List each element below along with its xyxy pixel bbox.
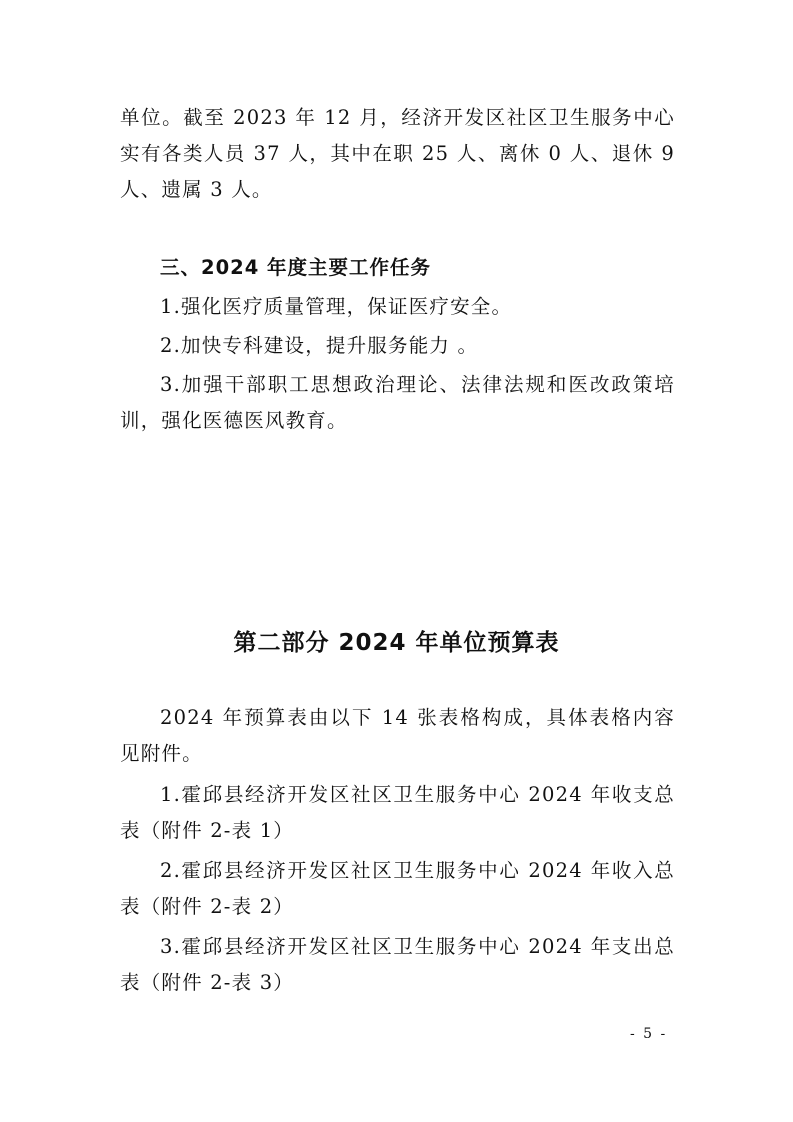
task-item-2: 2.加快专科建设，提升服务能力 。 xyxy=(160,334,479,357)
page-number: - 5 - xyxy=(630,1026,668,1042)
budget-intro-paragraph: 2024 年预算表由以下 14 张表格构成，具体表格内容见附件。 xyxy=(120,706,675,765)
staffing-paragraph: 单位。截至 2023 年 12 月，经济开发区社区卫生服务中心实有各类人员 37 人，其中在职 25 人、离休 0 人、退休 9 人、遗属 3 人。 xyxy=(120,106,675,201)
section-three-heading: 三、2024 年度主要工作任务 xyxy=(160,256,432,279)
table-list-item-2: 2.霍邱县经济开发区社区卫生服务中心 2024 年收入总表（附件 2-表 2） xyxy=(120,859,675,918)
task-item-1: 1.强化医疗质量管理，保证医疗安全。 xyxy=(160,295,513,318)
part-two-title: 第二部分 2024 年单位预算表 xyxy=(233,630,560,656)
table-list-item-3: 3.霍邱县经济开发区社区卫生服务中心 2024 年支出总表（附件 2-表 3） xyxy=(120,935,675,994)
task-item-3: 3.加强干部职工思想政治理论、法律法规和医改政策培训，强化医德医风教育。 xyxy=(120,373,675,432)
table-list-item-1: 1.霍邱县经济开发区社区卫生服务中心 2024 年收支总表（附件 2-表 1） xyxy=(120,783,675,842)
